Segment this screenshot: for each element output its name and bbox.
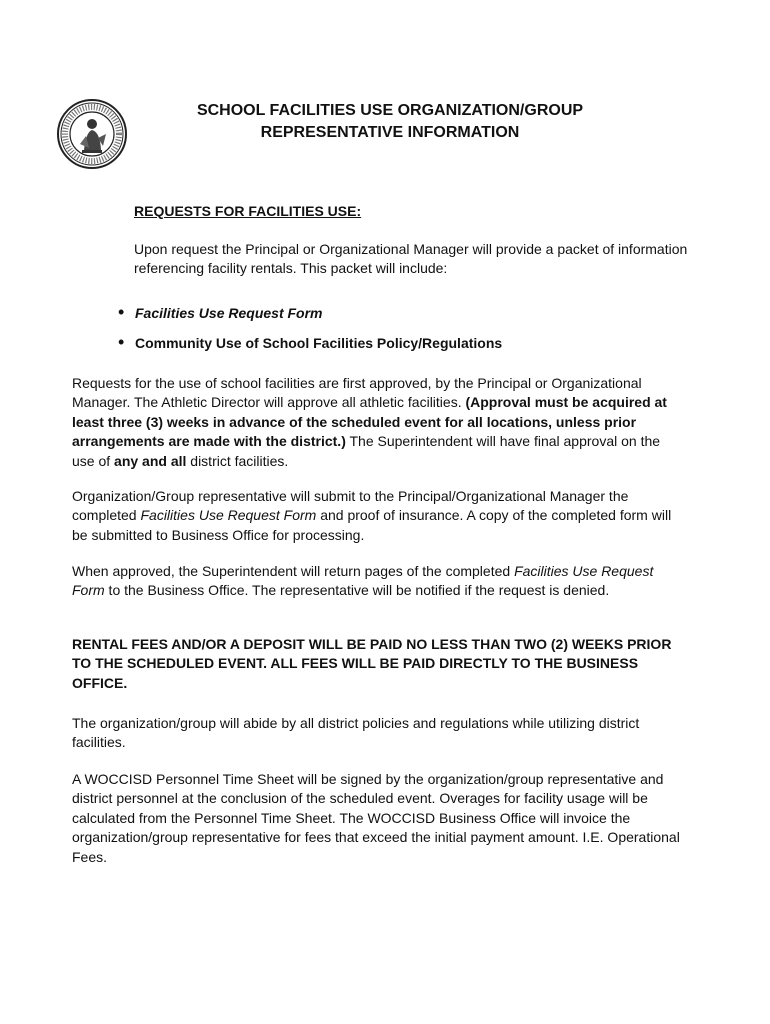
approval-deadline-text: (Approval must be acquired at least three (3) weeks in advance of the scheduled event for all locations, unless prior arrangements are made with the district.) — [72, 394, 667, 450]
submission-paragraph — [72, 487, 682, 545]
approval-text-cont: The Superintendent will have final approval on the use of — [72, 433, 661, 469]
return-text-end: to the Business Office. The representative will be notified if the request is denied. — [104, 582, 610, 599]
section-heading: REQUESTS FOR FACILITIES USE: — [134, 203, 362, 219]
timesheet-paragraph: A WOCCISD Personnel Time Sheet will be signed by the organization/group representative and district personnel at the conclusion of the scheduled event. Overages for facility usage will be calculated from the Personnel Time Sheet. The WOCCISD Business Office will invoice the organization/group representative for fees that exceed the initial payment amount. I.E. Operational Fees. — [72, 771, 680, 865]
title-line-2: REPRESENTATIVE INFORMATION — [260, 124, 520, 141]
district-seal-icon — [56, 98, 128, 170]
bullet-icon: • — [118, 332, 125, 352]
approval-text-end: district facilities. — [186, 452, 289, 469]
packet-contents-list — [118, 302, 502, 362]
approval-text: Requests for the use of school facilities are first approved, by the Principal or Organizational Manager. The Athletic Director will approve all athletic facilities. — [72, 375, 642, 411]
approval-paragraph — [72, 374, 682, 471]
bullet-icon: • — [118, 302, 125, 322]
title-line-1: SCHOOL FACILITIES USE ORGANIZATION/GROUP — [196, 102, 584, 119]
policy-paragraph: The organization/group will abide by all district policies and regulations while utilizing district facilities. — [72, 715, 640, 751]
bullet-text: Community Use of School Facilities Policy/Regulations — [135, 335, 503, 351]
submission-text-end: and proof of insurance. A copy of the completed form will be submitted to Business Office for processing. — [72, 507, 672, 543]
page-title — [140, 100, 640, 144]
submission-text: Organization/Group representative will submit to the Principal/Organizational Manager the completed — [72, 488, 629, 524]
return-text: When approved, the Superintendent will return pages of the completed — [72, 563, 515, 579]
form-name: Facilities Use Request Form — [72, 563, 654, 599]
approval-emphasis: any and all — [114, 452, 187, 469]
fees-notice: RENTAL FEES AND/OR A DEPOSIT WILL BE PAID NO LESS THAN TWO (2) WEEKS PRIOR TO THE SCHEDULED EVENT. ALL FEES WILL BE PAID DIRECTLY TO THE BUSINESS OFFICE. — [72, 636, 672, 691]
list-item — [118, 332, 502, 362]
bullet-text: Facilities Use Request Form — [135, 305, 323, 321]
return-paragraph — [72, 562, 682, 601]
list-item — [118, 302, 502, 332]
intro-paragraph: Upon request the Principal or Organizational Manager will provide a packet of information referencing facility rentals. This packet will include: — [134, 241, 688, 276]
form-name: Facilities Use Request Form — [140, 507, 317, 524]
